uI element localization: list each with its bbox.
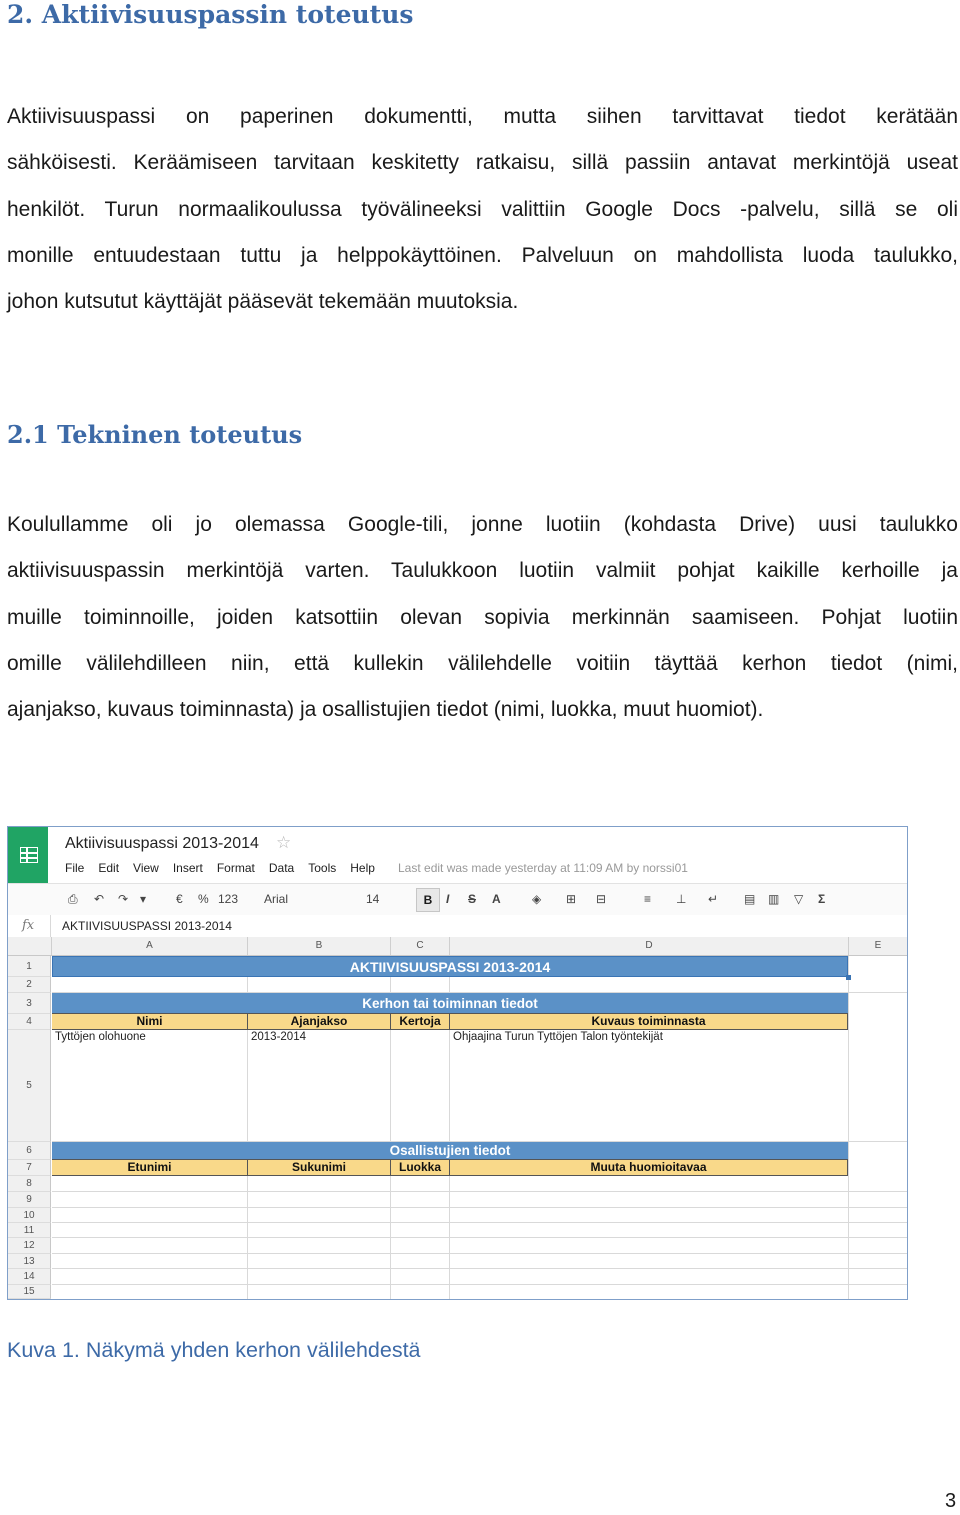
row-header[interactable]: 4 <box>8 1014 51 1030</box>
menu-file[interactable]: File <box>65 861 85 875</box>
print-icon[interactable]: ⎙ <box>68 892 78 906</box>
select-all-corner[interactable] <box>8 937 52 955</box>
borders-icon[interactable]: ⊞ <box>566 892 577 906</box>
header-cell[interactable]: Luokka <box>391 1160 450 1176</box>
header-cell[interactable]: Kuvaus toiminnasta <box>450 1014 848 1030</box>
column-header-c[interactable]: C <box>391 937 450 955</box>
paragraph-line: johon kutsutut käyttäjät pääsevät tekemään muutoksia. <box>7 290 519 314</box>
merge-cells-icon[interactable]: ⊟ <box>596 892 607 906</box>
font-size-select[interactable]: 14 <box>366 892 380 906</box>
paragraph-intro <box>7 94 958 325</box>
club-name-cell[interactable]: Tyttöjen olohuone <box>55 1031 146 1043</box>
functions-button[interactable]: Σ <box>818 892 826 906</box>
column-header-d[interactable]: D <box>450 937 849 955</box>
club-info-band[interactable]: Kerhon tai toiminnan tiedot <box>52 993 848 1014</box>
club-description-cell[interactable]: Ohjaajina Turun Tyttöjen Talon työntekijät <box>453 1031 663 1043</box>
paragraph-line: henkilöt. Turun normaalikoulussa työvälineeksi valittiin Google Docs -palvelu, sillä se oli <box>7 197 958 221</box>
row-header[interactable]: 13 <box>8 1254 51 1269</box>
paint-format-icon[interactable]: ▾ <box>140 892 147 906</box>
currency-button[interactable]: € <box>176 892 183 906</box>
italic-button[interactable]: I <box>446 892 450 906</box>
header-cell[interactable]: Muuta huomioitavaa <box>450 1160 848 1176</box>
page-number: 3 <box>945 1490 957 1512</box>
row-header[interactable]: 6 <box>8 1142 51 1160</box>
header-cell[interactable]: Sukunimi <box>248 1160 391 1176</box>
strikethrough-button[interactable]: S <box>468 892 477 906</box>
club-period-cell[interactable]: 2013-2014 <box>251 1031 306 1043</box>
row-header[interactable]: 1 <box>8 956 51 977</box>
paragraph-line: sähköisesti. Keräämiseen tarvitaan keskitetty ratkaisu, sillä passiin antavat merkintöjä useat <box>7 151 958 175</box>
row-header[interactable]: 8 <box>8 1176 51 1192</box>
row-header[interactable]: 11 <box>8 1223 51 1238</box>
valign-icon[interactable]: ⊥ <box>676 892 687 906</box>
toolbar <box>8 883 907 917</box>
header-cell[interactable]: Nimi <box>52 1014 248 1030</box>
star-icon[interactable]: ☆ <box>276 833 292 852</box>
document-title[interactable]: Aktiivisuuspassi 2013-2014 <box>65 835 259 852</box>
undo-icon[interactable]: ↶ <box>94 892 105 906</box>
column-header-a[interactable]: A <box>52 937 248 955</box>
menu-data[interactable]: Data <box>268 861 295 875</box>
row-header[interactable]: 10 <box>8 1208 51 1223</box>
paragraph-line: muille toiminnoille, joiden katsottiin olevan sopivia merkinnän saamiseen. Pohjat luotiin <box>7 605 958 629</box>
formula-bar <box>8 915 907 938</box>
function-icon: fx <box>22 918 35 933</box>
row-header[interactable]: 5 <box>8 1030 51 1142</box>
sheets-logo-icon <box>8 827 48 883</box>
header-cell[interactable]: Kertoja <box>391 1014 450 1030</box>
column-header-e[interactable]: E <box>874 940 882 951</box>
menu-bar <box>65 861 375 875</box>
spreadsheet-screenshot <box>7 826 908 1300</box>
text-color-button[interactable]: A <box>492 892 501 906</box>
menu-insert[interactable]: Insert <box>172 861 203 875</box>
section-heading: 2. Aktiivisuuspassin toteutus <box>7 0 414 29</box>
row-header[interactable]: 14 <box>8 1269 51 1285</box>
percent-button[interactable]: % <box>198 892 209 906</box>
last-edit-status[interactable]: Last edit was made yesterday at 11:09 AM by norssi01 <box>398 861 688 875</box>
row-header[interactable]: 12 <box>8 1238 51 1254</box>
number-format-button[interactable]: 123 <box>218 892 239 906</box>
redo-icon[interactable]: ↷ <box>118 892 129 906</box>
paragraph-line: ajanjakso, kuvaus toiminnasta) ja osallistujien tiedot (nimi, luokka, muut huomiot). <box>7 698 764 722</box>
sheet-title-band[interactable]: AKTIIVISUUSPASSI 2013-2014 <box>52 956 848 977</box>
paragraph-line: Koulullamme oli jo olemassa Google-tili, jonne luotiin (kohdasta Drive) uusi taulukko <box>7 513 958 536</box>
column-header-b[interactable]: B <box>248 937 391 955</box>
subsection-heading: 2.1 Tekninen toteutus <box>7 420 303 449</box>
filter-icon[interactable]: ▽ <box>794 892 804 906</box>
row-header[interactable]: 9 <box>8 1192 51 1208</box>
menu-format[interactable]: Format <box>216 861 255 875</box>
paragraph-line: monille entuudestaan tuttu ja helppokäyttöinen. Palveluun on mahdollista luoda taulukko, <box>7 243 958 267</box>
participants-band[interactable]: Osallistujien tiedot <box>52 1142 848 1160</box>
row-header[interactable]: 15 <box>8 1285 51 1299</box>
menu-view[interactable]: View <box>133 861 159 875</box>
bold-button[interactable]: B <box>416 888 440 912</box>
row-header[interactable]: 3 <box>8 993 51 1014</box>
column-headers <box>8 937 907 956</box>
header-cell[interactable]: Etunimi <box>52 1160 248 1176</box>
wrap-icon[interactable]: ↵ <box>708 892 719 906</box>
menu-edit[interactable]: Edit <box>98 861 120 875</box>
selection-handle[interactable] <box>846 975 851 980</box>
formula-input[interactable]: AKTIIVISUUSPASSI 2013-2014 <box>62 919 232 933</box>
font-select[interactable]: Arial <box>264 892 289 906</box>
align-icon[interactable]: ≡ <box>644 892 652 906</box>
paragraph-line: omille välilehdilleen niin, että kullekin välilehdelle voitiin täyttää kerhon tiedot (nimi, <box>7 651 958 675</box>
paragraph-line: aktiivisuuspassin merkintöjä varten. Taulukkoon luotiin valmiit pohjat kaikille kerhoille ja <box>7 559 958 583</box>
fill-color-icon[interactable]: ◈ <box>532 892 542 906</box>
paragraph-technical <box>7 502 958 733</box>
menu-help[interactable]: Help <box>350 861 375 875</box>
row-header[interactable]: 7 <box>8 1160 51 1176</box>
menu-tools[interactable]: Tools <box>308 861 337 875</box>
row-header[interactable]: 2 <box>8 977 51 993</box>
header-cell[interactable]: Ajanjakso <box>248 1014 391 1030</box>
paragraph-line: Aktiivisuuspassi on paperinen dokumentti, mutta siihen tarvittavat tiedot kerätään <box>7 105 958 128</box>
figure-caption: Kuva 1. Näkymä yhden kerhon välilehdestä <box>7 1338 421 1362</box>
insert-comment-icon[interactable]: ▤ <box>744 892 756 906</box>
insert-chart-icon[interactable]: ▥ <box>768 892 780 906</box>
